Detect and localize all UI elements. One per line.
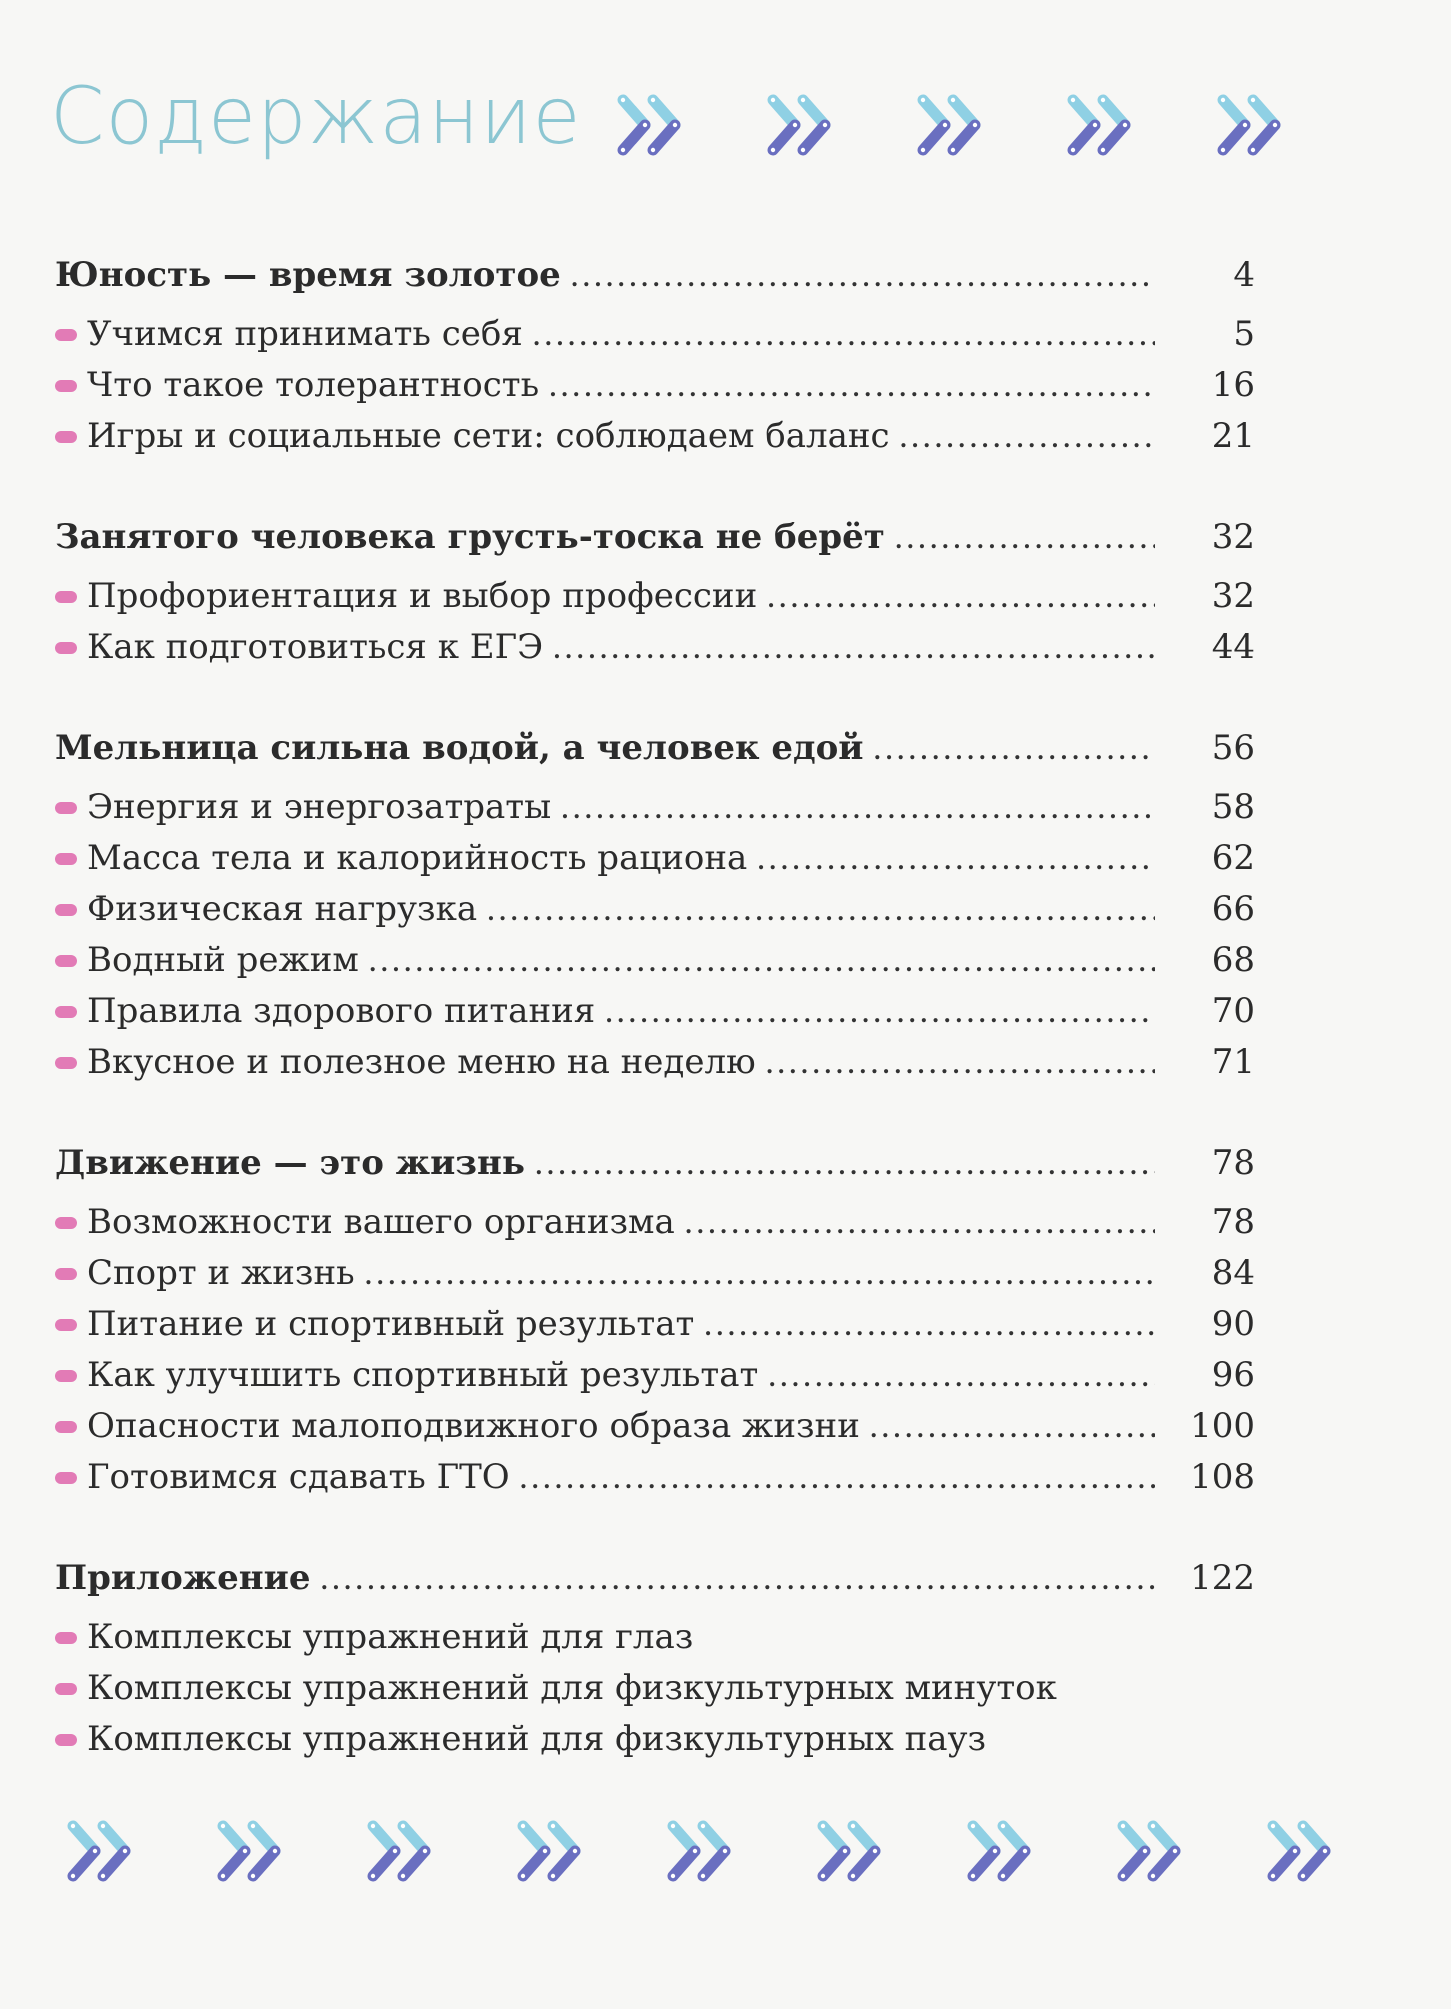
bullet-icon bbox=[55, 1632, 77, 1644]
dot-leader bbox=[757, 837, 1155, 888]
page-number: 108 bbox=[1190, 1457, 1255, 1497]
toc-item[interactable] bbox=[55, 1714, 1255, 1765]
toc-heading[interactable] bbox=[55, 723, 1255, 774]
toc-item[interactable] bbox=[55, 1452, 1255, 1503]
toc-item-label: Физическая нагрузка bbox=[87, 889, 478, 929]
page-number: 5 bbox=[1233, 314, 1255, 354]
double-chevron-icon bbox=[1065, 92, 1145, 158]
dot-leader bbox=[874, 727, 1155, 778]
toc-item-label: Что такое толерантность bbox=[87, 365, 540, 405]
page-number: 21 bbox=[1211, 416, 1255, 456]
toc-item[interactable] bbox=[55, 1197, 1255, 1248]
toc-heading-label: Движение — это жизнь bbox=[55, 1143, 525, 1183]
toc-section bbox=[55, 250, 1255, 462]
toc-item[interactable] bbox=[55, 1401, 1255, 1452]
bullet-icon bbox=[55, 1421, 77, 1433]
toc-item[interactable] bbox=[55, 1037, 1255, 1088]
page-number: 71 bbox=[1211, 1042, 1255, 1082]
toc-item[interactable] bbox=[55, 833, 1255, 884]
bullet-icon bbox=[55, 1683, 77, 1695]
bullet-icon bbox=[55, 1217, 77, 1229]
toc-heading-label: Мельница сильна водой, а человек едой bbox=[55, 728, 864, 768]
dot-leader bbox=[768, 1354, 1155, 1405]
page-number: 78 bbox=[1211, 1202, 1255, 1242]
bullet-icon bbox=[55, 1319, 77, 1331]
toc-item[interactable] bbox=[55, 884, 1255, 935]
dot-leader bbox=[571, 254, 1155, 305]
double-chevron-icon bbox=[65, 1818, 145, 1884]
toc-item[interactable] bbox=[55, 1248, 1255, 1299]
toc-item-label: Профориентация и выбор профессии bbox=[87, 576, 758, 616]
toc-item-label: Готовимся сдавать ГТО bbox=[87, 1457, 510, 1497]
toc-item-label: Опасности малоподвижного образа жизни bbox=[87, 1406, 860, 1446]
toc-section bbox=[55, 1553, 1255, 1765]
dot-leader bbox=[704, 1303, 1155, 1354]
toc-heading[interactable] bbox=[55, 1553, 1255, 1604]
toc-section bbox=[55, 1138, 1255, 1503]
toc-item[interactable] bbox=[55, 571, 1255, 622]
toc-heading-label: Приложение bbox=[55, 1558, 311, 1598]
toc-item-label: Игры и социальные сети: соблюдаем баланс bbox=[87, 416, 890, 456]
toc-item-label: Комплексы упражнений для глаз bbox=[87, 1617, 694, 1657]
toc-item-label: Правила здорового питания bbox=[87, 991, 596, 1031]
page-number: 78 bbox=[1211, 1143, 1255, 1183]
double-chevron-icon bbox=[1115, 1818, 1195, 1884]
toc-item[interactable] bbox=[55, 986, 1255, 1037]
page-number: 122 bbox=[1190, 1558, 1255, 1598]
dot-leader bbox=[535, 1142, 1155, 1193]
top-chevron-row bbox=[615, 92, 1295, 158]
double-chevron-icon bbox=[815, 1818, 895, 1884]
toc-heading[interactable] bbox=[55, 512, 1255, 563]
page-number: 96 bbox=[1211, 1355, 1255, 1395]
double-chevron-icon bbox=[965, 1818, 1045, 1884]
toc-item-label: Возможности вашего организма bbox=[87, 1202, 675, 1242]
bullet-icon bbox=[55, 1370, 77, 1382]
bullet-icon bbox=[55, 1268, 77, 1280]
page-number: 56 bbox=[1211, 728, 1255, 768]
toc-item[interactable] bbox=[55, 1350, 1255, 1401]
page-number: 16 bbox=[1211, 365, 1255, 405]
double-chevron-icon bbox=[915, 92, 995, 158]
bullet-icon bbox=[55, 853, 77, 865]
double-chevron-icon bbox=[615, 92, 695, 158]
page-number: 62 bbox=[1211, 838, 1255, 878]
page-number: 32 bbox=[1211, 576, 1255, 616]
toc-item-label: Комплексы упражнений для физкультурных минуток bbox=[87, 1668, 1057, 1708]
toc-item[interactable] bbox=[55, 622, 1255, 673]
bullet-icon bbox=[55, 431, 77, 443]
page-number: 100 bbox=[1190, 1406, 1255, 1446]
dot-leader bbox=[685, 1201, 1155, 1252]
toc-item-label: Питание и спортивный результат bbox=[87, 1304, 695, 1344]
dot-leader bbox=[900, 415, 1155, 466]
bullet-icon bbox=[55, 1472, 77, 1484]
toc-item[interactable] bbox=[55, 782, 1255, 833]
toc-item-label: Масса тела и калорийность рациона bbox=[87, 838, 748, 878]
dot-leader bbox=[520, 1456, 1155, 1507]
bullet-icon bbox=[55, 380, 77, 392]
dot-leader bbox=[767, 575, 1155, 626]
page-number: 70 bbox=[1211, 991, 1255, 1031]
toc-item-label: Учимся принимать себя bbox=[87, 314, 523, 354]
toc-item[interactable] bbox=[55, 411, 1255, 462]
dot-leader bbox=[549, 364, 1155, 415]
toc-item-label: Как улучшить спортивный результат bbox=[87, 1355, 759, 1395]
double-chevron-icon bbox=[1215, 92, 1295, 158]
toc-heading[interactable] bbox=[55, 1138, 1255, 1189]
bullet-icon bbox=[55, 904, 77, 916]
dot-leader bbox=[895, 516, 1155, 567]
toc-section bbox=[55, 512, 1255, 673]
page-number: 32 bbox=[1211, 517, 1255, 557]
toc-item[interactable] bbox=[55, 1612, 1255, 1663]
dot-leader bbox=[870, 1405, 1155, 1456]
table-of-contents bbox=[55, 250, 1255, 1815]
dot-leader bbox=[365, 1252, 1155, 1303]
dot-leader bbox=[369, 939, 1155, 990]
bullet-icon bbox=[55, 955, 77, 967]
toc-item[interactable] bbox=[55, 1663, 1255, 1714]
toc-item-label: Как подготовиться к ЕГЭ bbox=[87, 627, 544, 667]
page-number: 68 bbox=[1211, 940, 1255, 980]
bullet-icon bbox=[55, 1057, 77, 1069]
toc-section bbox=[55, 723, 1255, 1088]
bullet-icon bbox=[55, 642, 77, 654]
double-chevron-icon bbox=[215, 1818, 295, 1884]
toc-item-label: Вкусное и полезное меню на неделю bbox=[87, 1042, 756, 1082]
toc-item-label: Водный режим bbox=[87, 940, 359, 980]
page-number: 58 bbox=[1211, 787, 1255, 827]
bottom-chevron-row bbox=[65, 1818, 1345, 1884]
dot-leader bbox=[605, 990, 1155, 1041]
toc-item[interactable] bbox=[55, 309, 1255, 360]
bullet-icon bbox=[55, 591, 77, 603]
toc-item-label: Комплексы упражнений для физкультурных пауз bbox=[87, 1719, 987, 1759]
dot-leader bbox=[561, 786, 1155, 837]
toc-heading-label: Юность — время золотое bbox=[55, 255, 561, 295]
double-chevron-icon bbox=[1265, 1818, 1345, 1884]
double-chevron-icon bbox=[515, 1818, 595, 1884]
bullet-icon bbox=[55, 1734, 77, 1746]
double-chevron-icon bbox=[765, 92, 845, 158]
double-chevron-icon bbox=[365, 1818, 445, 1884]
page-number: 90 bbox=[1211, 1304, 1255, 1344]
toc-item[interactable] bbox=[55, 1299, 1255, 1350]
page-number: 84 bbox=[1211, 1253, 1255, 1293]
double-chevron-icon bbox=[665, 1818, 745, 1884]
toc-item[interactable] bbox=[55, 360, 1255, 411]
dot-leader bbox=[533, 313, 1155, 364]
toc-heading-label: Занятого человека грусть-тоска не берёт bbox=[55, 517, 885, 557]
dot-leader bbox=[766, 1041, 1155, 1092]
dot-leader bbox=[553, 626, 1155, 677]
page-number: 66 bbox=[1211, 889, 1255, 929]
toc-item[interactable] bbox=[55, 935, 1255, 986]
dot-leader bbox=[320, 1557, 1155, 1608]
toc-item-label: Спорт и жизнь bbox=[87, 1253, 355, 1293]
dot-leader bbox=[487, 888, 1155, 939]
page-number: 44 bbox=[1211, 627, 1255, 667]
page-title: Содержание bbox=[50, 72, 582, 162]
toc-item-label: Энергия и энергозатраты bbox=[87, 787, 552, 827]
toc-heading[interactable] bbox=[55, 250, 1255, 301]
bullet-icon bbox=[55, 802, 77, 814]
page-number: 4 bbox=[1233, 255, 1255, 295]
bullet-icon bbox=[55, 329, 77, 341]
bullet-icon bbox=[55, 1006, 77, 1018]
